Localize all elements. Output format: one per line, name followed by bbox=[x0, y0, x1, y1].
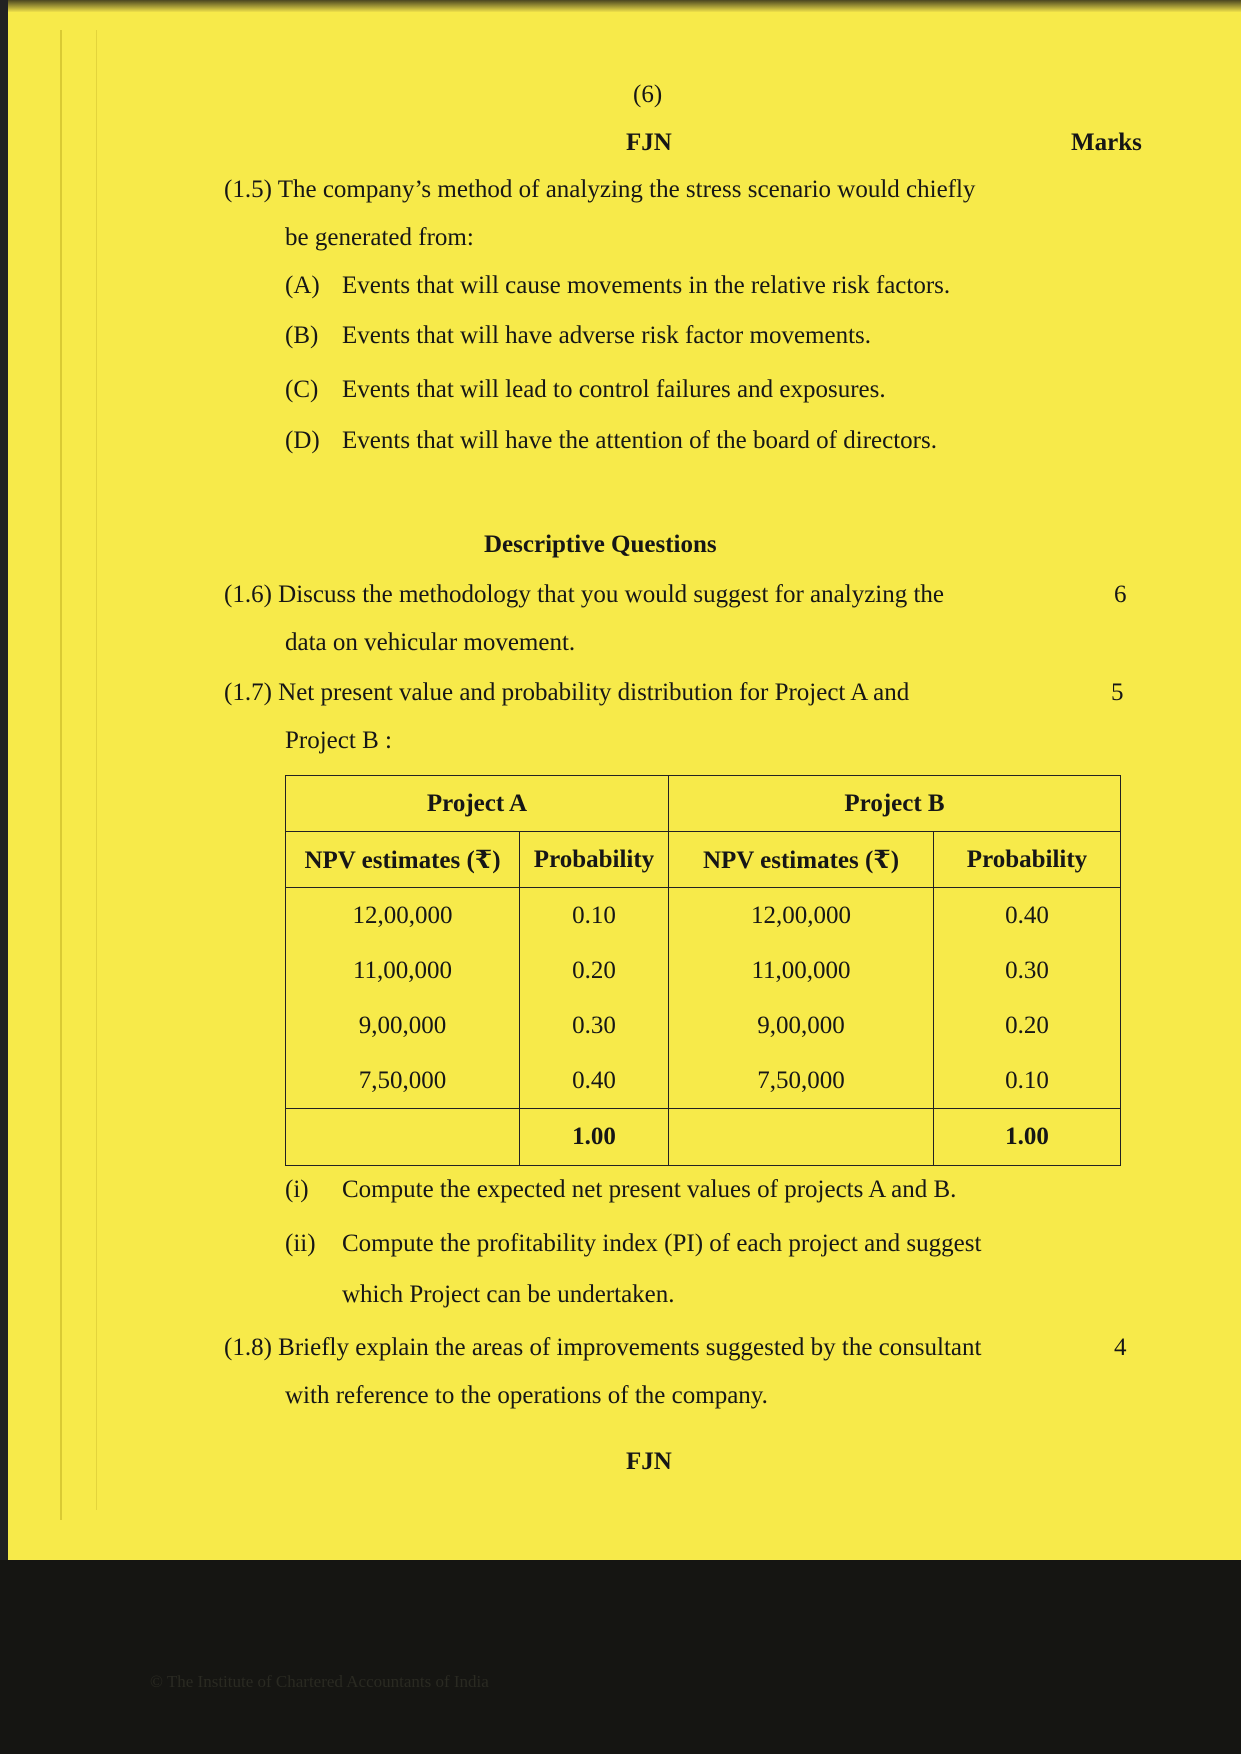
table-cell: 0.10 bbox=[934, 1053, 1121, 1109]
sheet-fold-line-inner bbox=[96, 30, 97, 1510]
copyright-note: © The Institute of Chartered Accountants of India bbox=[150, 1672, 489, 1691]
question-text: Briefly explain the areas of improvements suggested by the consultant bbox=[278, 1334, 982, 1361]
table-cell: 11,00,000 bbox=[669, 943, 934, 998]
table-cell bbox=[669, 1109, 934, 1166]
table-total-row bbox=[286, 1109, 1121, 1166]
table-cell: 12,00,000 bbox=[286, 888, 520, 944]
page-number: (6) bbox=[633, 81, 663, 108]
option-label: (D) bbox=[285, 427, 320, 454]
question-1-8 bbox=[224, 1333, 981, 1363]
table-column-header-row bbox=[286, 832, 1121, 888]
question-1-5-cont: be generated from: bbox=[285, 224, 474, 251]
table-cell: 7,50,000 bbox=[286, 1053, 520, 1109]
question-text: Net present value and probability distribution for Project A and bbox=[278, 679, 910, 706]
page-left-edge bbox=[0, 0, 8, 1560]
option-text: Events that will have the attention of the board of directors. bbox=[342, 427, 937, 454]
table-cell: 9,00,000 bbox=[669, 998, 934, 1053]
question-1-7 bbox=[224, 678, 909, 708]
option-label: (C) bbox=[285, 376, 319, 403]
table-row bbox=[286, 998, 1121, 1053]
column-header: Probability bbox=[520, 832, 669, 888]
table-row bbox=[286, 888, 1121, 944]
section-title: Descriptive Questions bbox=[484, 531, 717, 558]
question-number: (1.5) bbox=[224, 176, 272, 203]
table-row bbox=[286, 943, 1121, 998]
option-label: (B) bbox=[285, 322, 319, 349]
total-probability-b: 1.00 bbox=[934, 1109, 1121, 1166]
subpart-label: (i) bbox=[285, 1176, 309, 1203]
marks-1-8: 4 bbox=[1114, 1334, 1127, 1361]
option-b bbox=[285, 321, 871, 351]
option-text: Events that will have adverse risk factor movements. bbox=[342, 322, 872, 349]
option-d bbox=[285, 426, 937, 456]
subpart-label: (ii) bbox=[285, 1230, 316, 1257]
option-a bbox=[285, 271, 950, 301]
question-number: (1.7) bbox=[224, 679, 272, 706]
table-cell: 7,50,000 bbox=[669, 1053, 934, 1109]
group-header-project-b: Project B bbox=[669, 776, 1121, 832]
marks-header: Marks bbox=[1071, 129, 1142, 156]
table-row bbox=[286, 1053, 1121, 1109]
question-1-6 bbox=[224, 580, 944, 610]
subpart-ii-cont bbox=[285, 1280, 675, 1310]
table-cell: 0.30 bbox=[934, 943, 1121, 998]
question-1-7-cont: Project B : bbox=[285, 727, 392, 754]
table-cell: 12,00,000 bbox=[669, 888, 934, 944]
question-1-5 bbox=[224, 175, 975, 205]
subpart-i bbox=[285, 1175, 956, 1205]
table-cell bbox=[286, 1109, 520, 1166]
question-1-8-cont: with reference to the operations of the company. bbox=[285, 1382, 768, 1409]
option-text: Events that will lead to control failures and exposures. bbox=[342, 376, 886, 403]
subpart-text: which Project can be undertaken. bbox=[342, 1281, 675, 1308]
page-top-edge bbox=[0, 0, 1241, 12]
option-text: Events that will cause movements in the relative risk factors. bbox=[342, 272, 951, 299]
table-cell: 0.30 bbox=[520, 998, 669, 1053]
sheet-fold-line bbox=[60, 30, 62, 1520]
marks-1-7: 5 bbox=[1111, 679, 1124, 706]
scan-background bbox=[0, 1560, 1241, 1754]
question-number: (1.6) bbox=[224, 581, 272, 608]
npv-probability-table bbox=[285, 775, 1121, 1166]
column-header: NPV estimates (₹) bbox=[669, 832, 934, 888]
question-number: (1.8) bbox=[224, 1334, 272, 1361]
question-text: The company’s method of analyzing the stress scenario would chiefly bbox=[277, 176, 976, 203]
option-label: (A) bbox=[285, 272, 320, 299]
question-text: Discuss the methodology that you would suggest for analyzing the bbox=[278, 581, 945, 608]
paper-code: FJN bbox=[626, 129, 672, 156]
table-cell: 0.20 bbox=[934, 998, 1121, 1053]
table-cell: 0.40 bbox=[520, 1053, 669, 1109]
group-header-project-a: Project A bbox=[286, 776, 669, 832]
total-probability-a: 1.00 bbox=[520, 1109, 669, 1166]
footer-paper-code: FJN bbox=[626, 1448, 672, 1475]
table-cell: 0.20 bbox=[520, 943, 669, 998]
question-1-6-cont: data on vehicular movement. bbox=[285, 629, 576, 656]
subpart-ii bbox=[285, 1229, 981, 1259]
table-cell: 11,00,000 bbox=[286, 943, 520, 998]
column-header: Probability bbox=[934, 832, 1121, 888]
table-group-header-row bbox=[286, 776, 1121, 832]
option-c bbox=[285, 375, 886, 405]
column-header: NPV estimates (₹) bbox=[286, 832, 520, 888]
subpart-text: Compute the expected net present values of projects A and B. bbox=[342, 1176, 957, 1203]
table-cell: 9,00,000 bbox=[286, 998, 520, 1053]
table-cell: 0.40 bbox=[934, 888, 1121, 944]
subpart-text: Compute the profitability index (PI) of each project and suggest bbox=[342, 1230, 982, 1257]
table-cell: 0.10 bbox=[520, 888, 669, 944]
marks-1-6: 6 bbox=[1114, 581, 1127, 608]
